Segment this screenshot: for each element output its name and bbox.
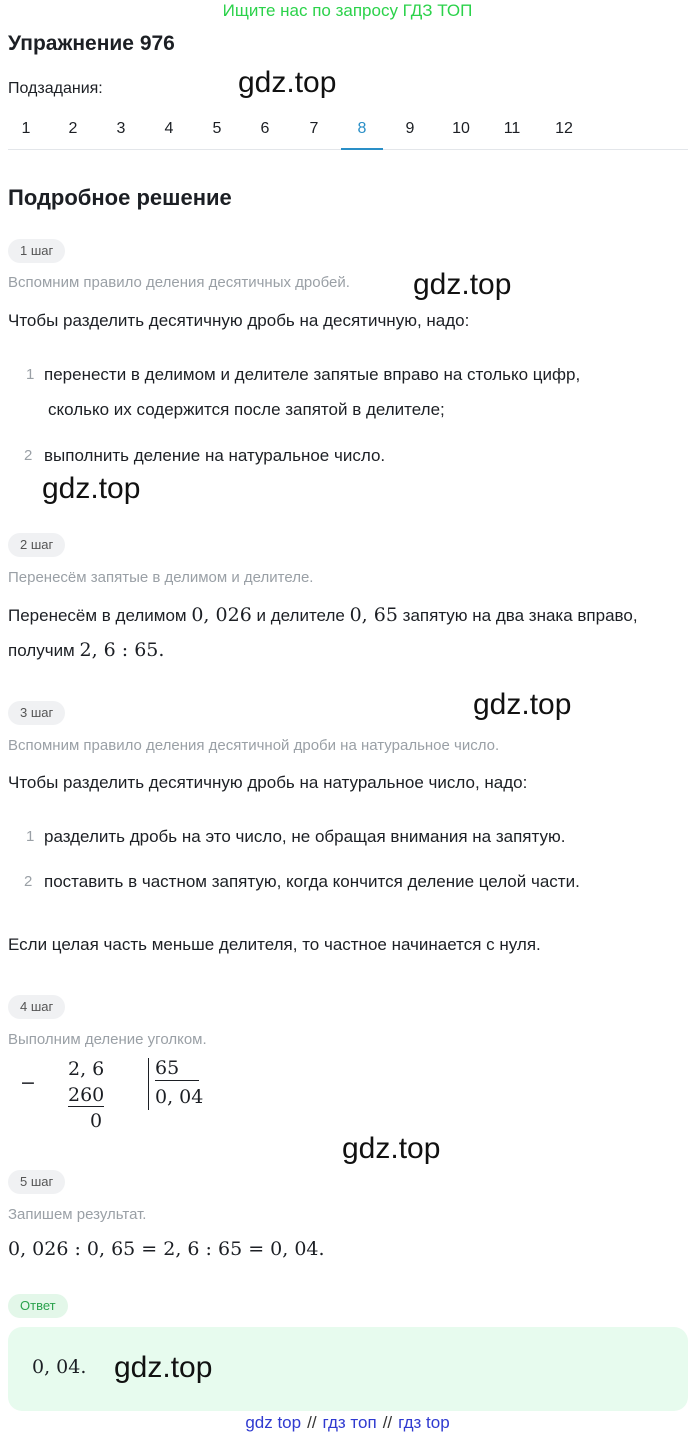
- step-5-hint: Запишем результат.: [8, 1206, 147, 1223]
- tab-1[interactable]: 1: [21, 120, 31, 137]
- footer-separator: //: [382, 1413, 393, 1432]
- text-span: и делителе: [256, 606, 345, 625]
- tab-12[interactable]: 12: [555, 120, 573, 137]
- step-1-text: Чтобы разделить десятичную дробь на десятичную, надо:: [8, 311, 470, 330]
- list-item-text: поставить в частном запятую, когда кончится деление целой части.: [44, 872, 580, 891]
- step-4-chip: 4 шаг: [8, 995, 65, 1019]
- tab-9[interactable]: 9: [405, 120, 415, 137]
- long-division-subtrahend: 260: [68, 1084, 105, 1106]
- watermark: gdz.top: [42, 472, 141, 505]
- list-item-text: выполнить деление на натуральное число.: [44, 446, 386, 465]
- step-2-line-1: [8, 604, 638, 626]
- subtasks-label: Подзадания:: [8, 80, 103, 97]
- footer-links: [0, 1413, 695, 1433]
- step-2-line-2: [8, 639, 164, 661]
- tab-7[interactable]: 7: [309, 120, 319, 137]
- watermark: gdz.top: [342, 1132, 441, 1165]
- list-item-text: разделить дробь на это число, не обращая внимания на запятую.: [44, 827, 566, 846]
- tab-6[interactable]: 6: [260, 120, 270, 137]
- step-3-hint: Вспомним правило деления десятичной дроби на натуральное число.: [8, 737, 500, 754]
- tab-11[interactable]: 11: [503, 120, 521, 137]
- step-2-hint: Перенесём запятые в делимом и делителе.: [8, 569, 314, 586]
- tab-4[interactable]: 4: [164, 120, 174, 137]
- tab-10[interactable]: 10: [452, 120, 470, 137]
- list-number: 1: [26, 366, 35, 383]
- watermark: gdz.top: [413, 268, 512, 301]
- math-expression: 2, 6 : 65.: [79, 639, 165, 661]
- long-division-bar: [148, 1058, 149, 1110]
- step-5-chip: 5 шаг: [8, 1170, 65, 1194]
- list-number: 1: [26, 828, 35, 845]
- long-division-quotient: 0, 04: [155, 1086, 204, 1108]
- solution-heading: Подробное решение: [8, 185, 232, 210]
- subtask-tabs: [8, 110, 688, 150]
- text-span: запятую на два знака вправо,: [402, 606, 638, 625]
- long-division-minus: −: [20, 1072, 36, 1094]
- step-1-hint: Вспомним правило деления десятичных дробей.: [8, 274, 350, 291]
- tab-5[interactable]: 5: [212, 120, 222, 137]
- footer-link[interactable]: gdz top: [245, 1413, 302, 1432]
- promo-banner[interactable]: Ищите нас по запросу ГДЗ ТОП: [222, 1, 473, 20]
- footer-link[interactable]: гдз топ: [322, 1413, 377, 1432]
- step-2-chip: 2 шаг: [8, 533, 65, 557]
- answer-box: [8, 1327, 688, 1411]
- step-3-text: Чтобы разделить десятичную дробь на натуральное число, надо:: [8, 773, 528, 792]
- math-dividend: 0, 026: [191, 604, 252, 626]
- watermark: gdz.top: [238, 66, 337, 99]
- exercise-title: Упражнение 976: [8, 32, 175, 55]
- long-division-remainder: 0: [90, 1110, 103, 1132]
- long-division-dividend: 2, 6: [68, 1058, 105, 1080]
- tab-8[interactable]: 8: [341, 110, 383, 150]
- list-number: 2: [24, 447, 33, 464]
- list-item-text: перенести в делимом и делителе запятые вправо на столько цифр,: [44, 365, 581, 384]
- text-span: получим: [8, 641, 75, 660]
- footer-separator: //: [307, 1413, 317, 1432]
- step-3-note: Если целая часть меньше делителя, то частное начинается с нуля.: [8, 935, 541, 954]
- watermark: gdz.top: [114, 1351, 213, 1384]
- step-4-hint: Выполним деление уголком.: [8, 1031, 207, 1048]
- tab-2[interactable]: 2: [68, 120, 78, 137]
- step-3-chip: 3 шаг: [8, 701, 65, 725]
- step-1-chip: 1 шаг: [8, 239, 65, 263]
- list-number: 2: [24, 873, 33, 890]
- footer-link[interactable]: гдз top: [398, 1413, 450, 1432]
- tab-3[interactable]: 3: [116, 120, 126, 137]
- math-divisor: 0, 65: [349, 604, 398, 626]
- list-item-text: сколько их содержится после запятой в делителе;: [48, 400, 445, 419]
- answer-value: 0, 04.: [32, 1356, 87, 1378]
- text-span: Перенесём в делимом: [8, 606, 187, 625]
- long-division-divisor: 65: [155, 1056, 199, 1081]
- answer-chip: Ответ: [8, 1294, 68, 1318]
- step-5-result: 0, 026 : 0, 65 = 2, 6 : 65 = 0, 04.: [8, 1238, 325, 1260]
- watermark: gdz.top: [473, 688, 572, 721]
